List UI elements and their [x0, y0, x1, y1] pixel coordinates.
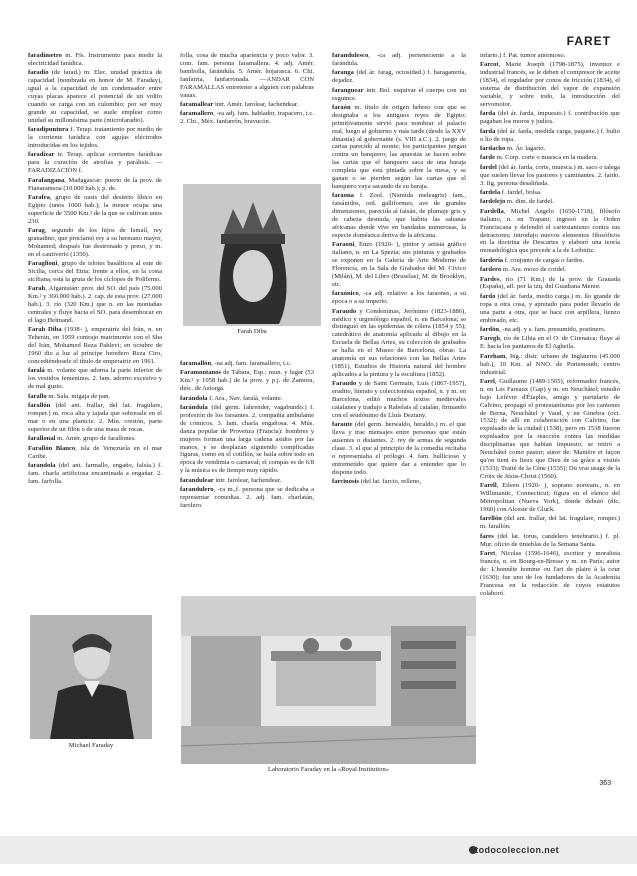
- dictionary-entry: faramallear intr. Amér. farolear, fachendear.: [180, 100, 299, 108]
- dictionary-entry: farandulesco, -ca adj. perteneciente a la farándula.: [332, 52, 466, 67]
- dictionary-entry: folla, cosa de mucha apariencia y poco valor. 3. com. fam. persona faramallera. 4. adj. Amér. bambolla, farándula. 5. Amér. hojarasca. 6. Chi. fanfarria, fanfarronada. —ANDAR CON FARAMALLAS entretener a alguien con palabras vanas.: [180, 52, 314, 99]
- dictionary-entry: Farah Diba (1938- ), emperatriz del Irán, n. en Teherán, en 1959 contrajo matrimonio con el Sha del Irán, Mohamed Reza Pahlevi; en octubre de 1960 dio a luz al príncipe heredero Reza Ciro, concediéndosele el título de emperatriz en 1961.: [28, 326, 162, 366]
- dictionary-entry: Farafra, grupo de oasis del desierto líbico en Egipto (unos 1000 hab.); la menor ocupa una superficie de 3500 Km.² de la que se cultivan unos 230.: [28, 193, 162, 225]
- dictionary-page: [28, 0, 623, 876]
- running-header: FARET: [566, 34, 611, 48]
- michael-faraday-caption: Michael Faraday: [68, 742, 114, 749]
- dictionary-entry: farandola (del ant. farmallo, engaño, falsía.) f. fam. charla artificiosa encaminada a engañar. 2. fam. farfolla.: [28, 461, 162, 485]
- farah-diba-photo: [183, 184, 321, 326]
- laboratory-caption: Laboratorio Faraday en la «Royal Institution»: [267, 766, 390, 773]
- dictionary-entry: faradímetro m. Fís. Instrumento para medir la electricidad farádica.: [28, 52, 162, 67]
- dictionary-entry: Farag, segundo de los hijos de Ismaíl, rey granadino, que proclamó rey a su hermano mayor, Mohamed; después fue destronado y preso, y m. en el cautiverio (1350).: [28, 227, 162, 258]
- dictionary-entry: fardón, -na adj. y s. fam. presumido, postinero.: [480, 326, 606, 333]
- dictionary-entry: farallón (del ant. frallar, del lat. fragulare, romper.) m. roca alta y tajada que sobresale en el mar o en una planicie. 2. Mín. crestón, parte superior de un filón o de una masa de rocas.: [28, 402, 162, 433]
- dictionary-entry: farándula (del germ. fahrender, vagabundo.) f. profesión de los farsantes. 2. compañía ambulante de cómicos. 3. fam. charla engañosa. 4. Mús. danza popular de Provenza (Francia): hombres y mujeres forman una larga cadena asidos por las manos, y se desplazan siguiendo complicadas figuras, como en el cotillón, se baila sobre todo en época de vendimia o carnaval; el compás es de 6/8 y la música es de tiempo muy rápido.: [180, 404, 314, 475]
- dictionary-entry: fardela f. fardel, bolsa.: [480, 189, 542, 196]
- dictionary-entry: fardería f. conjunto de cargas o fardos.: [480, 256, 585, 264]
- dictionary-entry: farallonal m. Amér. grupo de farallones.: [28, 435, 136, 443]
- dictionary-entry: Faraudo y Condeminas, Jerónimo (1823-1886), médico y urgenólogo español, n. en Barcelona; se distinguió en las epidemias de cólera (1854 y 55); catedrático de anatomía aplicada al dibujo en la Escuela de Bellas Artes, su colección de grabados se halla en el Museo de Barcelona; obras: La anatomía en sus relaciones con las Bellas Artes (1851), Estudios de Historia natural del hombre aplicados a la pintura y la escultura (1852).: [332, 307, 466, 378]
- dictionary-entry: fares (del lat. forus, candelero tenebrario.) f. pl. Mur. oficio de tinieblas de la Semana Santa.: [480, 532, 620, 548]
- column-2-bottom: [180, 360, 314, 592]
- dictionary-entry: Farcot, Marie Joseph (1798-1875), inventor e industrial francés, se le deben el compresor de aceite (1834), el regulador por conos de fricción (1834), el sistema de distribución del vapor de expansión variable, y sobre todo, la introducción del servomotor.: [480, 61, 620, 108]
- dictionary-entry: farallo m. Sala. migaja de pan.: [28, 392, 111, 400]
- faraday-laboratory-illustration: [181, 596, 476, 764]
- dictionary-entry: faramallero, -ra adj. fam. hablador, trapacero, t.c. 2. Chi., Méx. fanfarrón, bravucón.: [180, 110, 314, 126]
- dictionary-entry: farándola f. Ara., Nav. faralá, volante.: [180, 394, 283, 402]
- dictionary-entry: Faret, Nicolas (1596-1646), escritor y moralista francés, n. en Bourg-en-Bresse y m. en París; autor de: L'honnête homme ou l'art de plaire à la cour (1630); fue uno de los fundadores de la Academia Francesa en la redacción de cuyos estatutos colaboró.: [480, 549, 620, 597]
- dictionary-entry: fardelejo m. dim. de fardel.: [480, 198, 554, 206]
- dictionary-entry: farandulero, -ra m.,f. persona que se dedicaba a representar comedias. 2. adj. fam. charlatán, farolero.: [180, 486, 314, 509]
- dictionary-entry: Farell, Eileen (1920- ), soprano norteam., n. en Willimantic, Connecticut; figura en el elenco del Metropolitan (Nueva York), donde debutó (dic. 1960) con Alceste de Gluck.: [480, 482, 620, 513]
- dictionary-entry: farda (del ár. farda, medida carga, paquete.) f. bulto o lío de ropa.: [480, 127, 620, 143]
- dictionary-entry: Fardella, Michel Angelo (1650-1718), filósofo italiano, n. en Trapani; ingresó en la Orden Franciscana y defendió el cartesianismo contra sus detractores; introdujo nuevos elementos filosóficos en la doctrina de Descartes y elaboró una teoría monadológica que precede a la de Leibnitz.: [480, 207, 620, 255]
- dictionary-entry: faranguear intr. Bol. esquivar el cuerpo con un esguince.: [332, 86, 466, 102]
- dictionary-entry: Farallón Blanco, isla de Venezuela en el mar Caribe.: [28, 444, 162, 460]
- dictionary-entry: faraute (del germ. herwaldo, heraldo.) m. el que lleva y trae mensajes entre personas que están ausentes o distantes. 2. rey de armas de segunda clase. 3. el que al principio de la comedia recitaba o representaba el prólogo. 4. fam. bullicioso y entremetido que quiere dar a entender que lo dispone todo.: [332, 421, 466, 476]
- dictionary-entry: Faraglioni, grupo de islotes basálticos al este de Sicilia, cerca del Etna; frente a ellos, en la costa siciliana, está la gruta de los cíclopes de Polifemo.: [28, 260, 162, 283]
- dictionary-entry: faraónico, -ca adj. relativo a los faraones, a su época o a su imperio.: [332, 290, 466, 306]
- dictionary-entry: faraón m. título de origen hebreo con que se designaba a los antiguos reyes de Egipto; primitivamente sirvió para nombrar el palacio real, luego al gobierno y más tarde (desde la XXV dinastía) al gobernante (s. VIII a.C.). 2. juego de cartas parecido al monte; los participantes juegan contra un banquero; las apuestas se hacen sobre las cartas que el banquero saca de una baraja completa que está pintada sobre la mesa, y se ganan o se pierden según las cartas que el banquero vaya sacando de su baraja.: [332, 103, 466, 190]
- dictionary-entry: faramallón, -na adj. fam. faramallero, t.c.: [180, 360, 292, 367]
- dictionary-entry: faranga (del ár. farag, ociosidad.) f. haraganería, dejadez.: [332, 69, 466, 85]
- dictionary-entry: Farah, Afganistán: prov. del SO. del país (75.000 Km.² y 360.000 hab.). 2. cap. de esta prov. (27.000 hab.). 3. río (320 Km.) que n. en las montañas centrales y fluye hacia el SO. para desembocar en el lago Helmand.: [28, 285, 162, 324]
- column-1: [28, 52, 162, 592]
- dictionary-entry: Fardes, río (71 Km.) de la prov. de Granada (España), afl. por la izq. del Guadiana Menor.: [480, 275, 620, 291]
- dictionary-entry: Faregh, río de Libia en el O. de Cirenaica; fluye al E. hacia los pantanos de El Agheila.: [480, 335, 620, 351]
- dictionary-entry: farandulear intr. farolear, fachendear.: [180, 476, 282, 484]
- dictionary-entry: farellón (del ant. frallar, del lat. fragulare, romper.) m. farallón.: [480, 515, 620, 531]
- dictionary-entry: faradio (de farad.) m. Elec. unidad práctica de capacidad (nombrada en honor de M. Faraday), igual a la capacidad de un condensador entre cuyas placas aparece el potencial de un voltio cuando se carga con un culombio; por ser muy grande su capacidad, se suele emplear como unidad su millonésima parte (microfaradio).: [28, 69, 162, 124]
- watermark-bar: [0, 836, 637, 864]
- column-3: [332, 52, 466, 592]
- michael-faraday-portrait: [30, 615, 152, 739]
- dictionary-entry: farcinosis (del lat. farcio, relleno,: [332, 478, 422, 486]
- dictionary-entry: Faraudo y de Saint Germain, Luis (1867-1957), erudito, literato y coleccionista español, n. y m. en Barcelona, editó muchos textos medievales catalanes y tradujo a Rabelais al catalán, firmando con el seudónimo de Lluís Deztany.: [332, 380, 466, 419]
- dictionary-entry: Faraoni, Enzo (1920- ), pintor y artista gráfico italiano, n. en La Spezia; sus pinturas y grabados se exponen en la Galería de Arte Moderno de Florencia, en la Sala de Grabados del M. Cívico (Milán), M. del Libro (Bruselas), M. de Brooklyn, etc.: [332, 241, 466, 288]
- dictionary-entry: Farafangana, Madagascar: puerto de la prov. de Fianarantsoa (10.000 hab.); p. de.: [28, 176, 162, 192]
- dictionary-entry: faraona f. Zool. (Numida meleagris) fam., faisánidos, ord. galliformes, ave de grandes dimensiones, parecida al faisán, de plumaje gris y de cabeza desnuda, que habita las sabanas africanas donde vive en bandadas numerosas, la especie doméstica deriva de la africana.: [332, 192, 466, 239]
- dictionary-entry: faralá m. volante que adorna la parte inferior de los vestidos femeninos. 2. fam. adorno excesivo y de mal gusto.: [28, 367, 162, 391]
- column-4: [480, 52, 620, 784]
- page-number: 363: [599, 780, 611, 787]
- dictionary-entry: faradizar tr. Terap. aplicar corrientes farádicas para la curación de atrofias y parálisis. —FARADIZACIÓN f.: [28, 151, 162, 175]
- watermark-text: todocoleccion.net: [475, 845, 559, 855]
- dictionary-entry: Fareham, Ing.: distr. urbano de Inglaterra (45.000 hab.), 10 Km. al NNO. de Portsmouth; centro industrial.: [480, 352, 620, 376]
- dictionary-entry: farda (del ár. farda, impuesto.) f. contribución que pagaban los moros y judíos.: [480, 110, 620, 126]
- dictionary-entry: fardel (del ár. farda, corte, muesca.) m. saco o talega que suelen llevar los pastores y caminantes. 2. fardo. 3. fig. persona desaliñada.: [480, 163, 620, 187]
- dictionary-entry: fardero m. Ara. mozo de cordel.: [480, 266, 567, 274]
- dictionary-entry: Farel, Guillaume (1489-1565), reformador francés, n. en Les Fareaux (Gap) y m. en Neuchâtel; estudió bajo Lefèvre d'Étaples, amigo y partidario de Calvino, propagó el protestantismo por los cantones de Berna, Neuchâtel y Vaud, y en Ginebra (oct. 1532); de allí en colaboración con Calvino, fue expulsado de la ciudad (1538), pero en 1538 fueron expulsados por la reacción contra las medidas disciplinarias que habían impuesto; se retiró a Neuchâtel como pastor; autor de: Manière et façon qu'on tient ès lieux que Dieu de sa grâce a visités (1533); Traité de la Cène (1535); Du vrai usage de la Croix de Jésus-Christ (1560).: [480, 377, 620, 480]
- dictionary-entry: faradipuntura f. Terap. tratamiento por medio de la corriente farádica con agujas eléctrodos introducidas en los tejidos.: [28, 126, 162, 149]
- dictionary-entry: fardo (del ár. farda, medio carga.) m. lío grande de ropa u otra cosa, y apretado para poder llevarlo de una parte a otra, que se hace con arpillera, lienzo embreado, etc.: [480, 292, 620, 324]
- dictionary-entry: fardacho m. Ár. lagarto.: [480, 144, 546, 152]
- dictionary-entry: Faramontanos de Tábara, Esp.: mun. y lugar (53 Km.² y 1058 hab.) de la prov. y p.j. de Zamora, dióc. de Astorga.: [180, 369, 314, 393]
- dictionary-entry: farde m. Corp. corte o muesca en la madera.: [480, 154, 599, 162]
- dictionary-entry: infarto.) f. Pat. tumor anormoso.: [480, 52, 566, 59]
- farah-diba-caption: Farah Diba: [237, 328, 267, 335]
